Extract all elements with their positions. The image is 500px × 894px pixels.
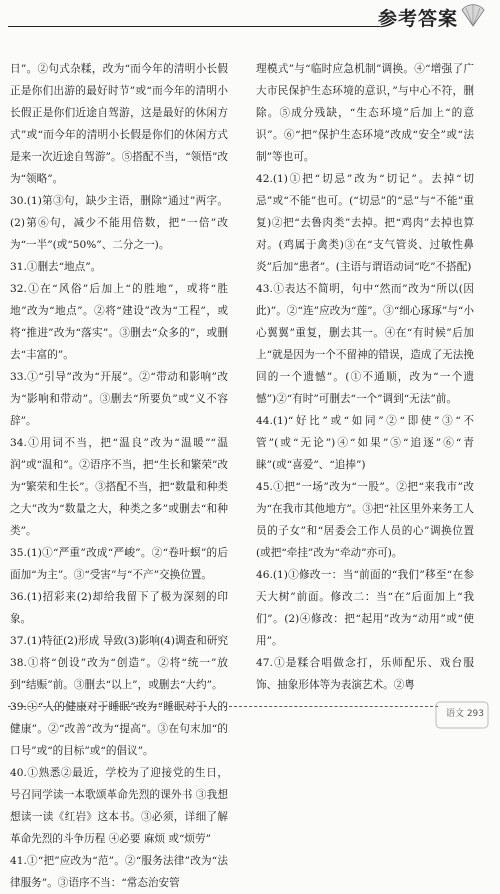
header-rule (8, 26, 380, 27)
answer-paragraph: 38.①将“创设”改为“创造”。②将“统一”放到“结赈”前。③删去“以上”，或删去“大约”。 (10, 657, 228, 691)
answer-paragraph: 44.(1)“好比”或“如同”②“即使”③“不管”(或“无论”)④“如果”⑤“追逐”⑥“青睐”(或“喜爱”、“追捧”) (256, 415, 474, 471)
right-column (256, 58, 474, 696)
answer-paragraph: 32.①在“风俗”后加上“的胜地”，或将“胜地”改为“地点”。②将“建设”改为“工程”，或将“推进”改为“落实”。③删去“众多的”，或删去“丰富的”。 (10, 283, 228, 361)
answer-paragraph: 46.(1)①修改一：当“前面的“我们”移至“在参天大树”前面。修改二：当“在”后面加上“我们”。(2)④修改：把“起用”改为“动用”或“使用”。 (256, 569, 474, 647)
answer-paragraph: 41.①“把”应改为“范”。②“服务法律”改为“法律服务”。③语序不当：“常态治安管 (10, 855, 228, 889)
decorative-fan-icon (460, 2, 486, 28)
answer-paragraph: 47.①是糅合唱做念打，乐师配乐、戏台服饰、抽象形体等为表演艺术。②粤 (256, 657, 474, 691)
answer-paragraph: 39.①“人的健康对于睡眠”改为“睡眠对于人的健康”。②“改善”改为“提高”。③在句末加“的口号”或“的目标”或“的倡议”。 (10, 701, 228, 757)
answer-paragraph: 33.①“引导”改为“开展”。②“带动和影响”改为“影响和带动”。③删去“所要负”或“义不容辞”。 (10, 371, 228, 427)
answer-paragraph: 35.(1)①“严重”改成“严峻”。②“卷叶螟”的后面加“为主”。③“受害”与“不产”交换位置。 (10, 547, 228, 581)
answer-paragraph: 45.①把“一场”改为“一股”。②把“来我市”改为“在我市其他地方”。③把“社区里外来务工人员的子女”和“居委会工作人员的心”调换位置(或把“牵挂”改为“牵动”亦可)。 (256, 481, 474, 559)
footer-rule (8, 706, 438, 707)
answer-paragraph: 36.(1)招彩来(2)却给我留下了极为深刻的印象。 (10, 591, 228, 625)
answer-paragraph: 日”。②句式杂糅，改为“而今年的清明小长假正是你们出游的最好时节”或“而今年的清明小长假正是你们近途自驾游，这是最好的休闲方式”或“而今年的清明小长假是你们的休闲方式是来一次近途自驾游”。⑤搭配不当，“领悟”改为“领略”。 (10, 63, 228, 185)
left-column (10, 58, 228, 894)
answer-paragraph: 34.①用词不当，把“温良”改为“温暖”“温润”或“温和”。②语序不当，把“生长和繁荣”改为“繁荣和生长”。③搭配不当，把“数量和种类之大”改为“数量之大，种类之多”或删去“和种类”。 (10, 437, 228, 537)
answer-paragraph: 42.(1)①把“切忌”改为“切记”。去掉“切忌”或“不能”也可。(“切忌”的“忌”与“不能”重复)②把“去鲁肉类”去掉。把“鸡肉”去掉也算对。(鸡属于禽类)③在“支气管炎、过敏性鼻炎”后加“患者”。(主语与谓语动词“吃”不搭配) (256, 173, 474, 273)
answer-paragraph: 31.①删去“地点”。 (10, 261, 102, 273)
answer-paragraph: 37.(1)特征(2)形成 导致(3)影响(4)调查和研究 (10, 635, 228, 647)
answer-paragraph: 30.(1)第③句，缺少主语，删除“通过”两字。(2)第⑥句，减少不能用倍数，把“一倍”改为“一半”(或“50%”、二分之一)。 (10, 195, 228, 251)
answer-paragraph: 40.①熟悉②最近，学校为了迎接党的生日，号召同学读一本歌颂革命先烈的课外书 ③我想想读一读《红岩》这本书。③必须，详细了解革命先烈的斗争历程 ④必要 麻烦 或“烦劳” (10, 767, 228, 845)
page-title: 参考答案 (377, 8, 458, 30)
page-number: 语文 293 (445, 709, 484, 719)
answer-paragraph: 理模式”与“临时应急机制”调换。④“增强了广大市民保护生态环境的意识，”与中心不符，删除。⑤成分残缺，“生态环境”后加上“的意识”。⑥“把”保护生态环境”改成“安全”或“法制”等也可。 (256, 63, 474, 163)
answer-paragraph: 43.①表达不简明，句中“然而”改为“所以(因此)”。②“连”应改为“莲”。③“细心琢琢”与“小心翼翼”重复，删去其一。④在“有时候”后加上“就是因为一个不留神的错误，造成了无法挽回的一个遗憾”。(①不通顺，改为“一个遗憾”)②“有时”可删去“一个”调到“无法”前。 (256, 283, 474, 405)
